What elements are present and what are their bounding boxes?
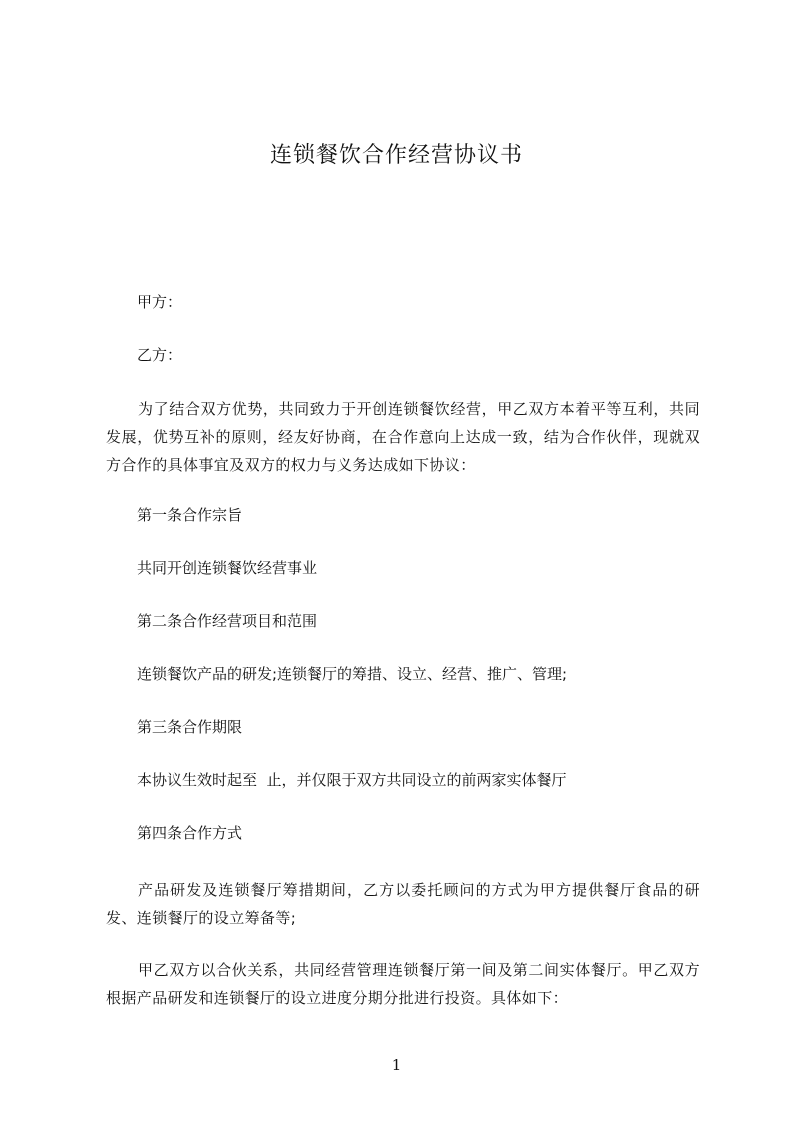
section-4-paragraph-1: 产品研发及连锁餐厅筹措期间，乙方以委托顾问的方式为甲方提供餐厅食品的研发、连锁餐厅的设立筹备等; [106,881,700,927]
section-4-paragraph-2: 甲乙双方以合伙关系，共同经营管理连锁餐厅第一间及第二间实体餐厅。甲乙双方根据产品研发和连锁餐厅的设立进度分期分批进行投资。具体如下： [106,961,700,1007]
section-2-heading: 第二条合作经营项目和范围 [137,612,318,630]
section-1-body: 共同开创连锁餐饮经营事业 [137,559,318,577]
preamble-paragraph: 为了结合双方优势，共同致力于开创连锁餐饮经营，甲乙双方本着平等互利，共同发展，优势互补的原则，经友好协商，在合作意向上达成一致，结为合作伙伴，现就双方合作的具体事宜及双方的权力与义务达成如下协议： [106,400,700,474]
document-title: 连锁餐饮合作经营协议书 [269,143,523,168]
section-3-heading: 第三条合作期限 [137,718,243,736]
section-4-heading: 第四条合作方式 [137,824,243,842]
section-3-body: 本协议生效时起至 止，并仅限于双方共同设立的前两家实体餐厅 [137,771,567,789]
section-2-body: 连锁餐饮产品的研发;连锁餐厅的筹措、设立、经营、推广、管理; [137,665,568,683]
party-b-label: 乙方： [137,346,183,364]
party-a-label: 甲方： [137,293,183,311]
section-1-heading: 第一条合作宗旨 [137,506,243,524]
page-number: 1 [391,1056,402,1074]
